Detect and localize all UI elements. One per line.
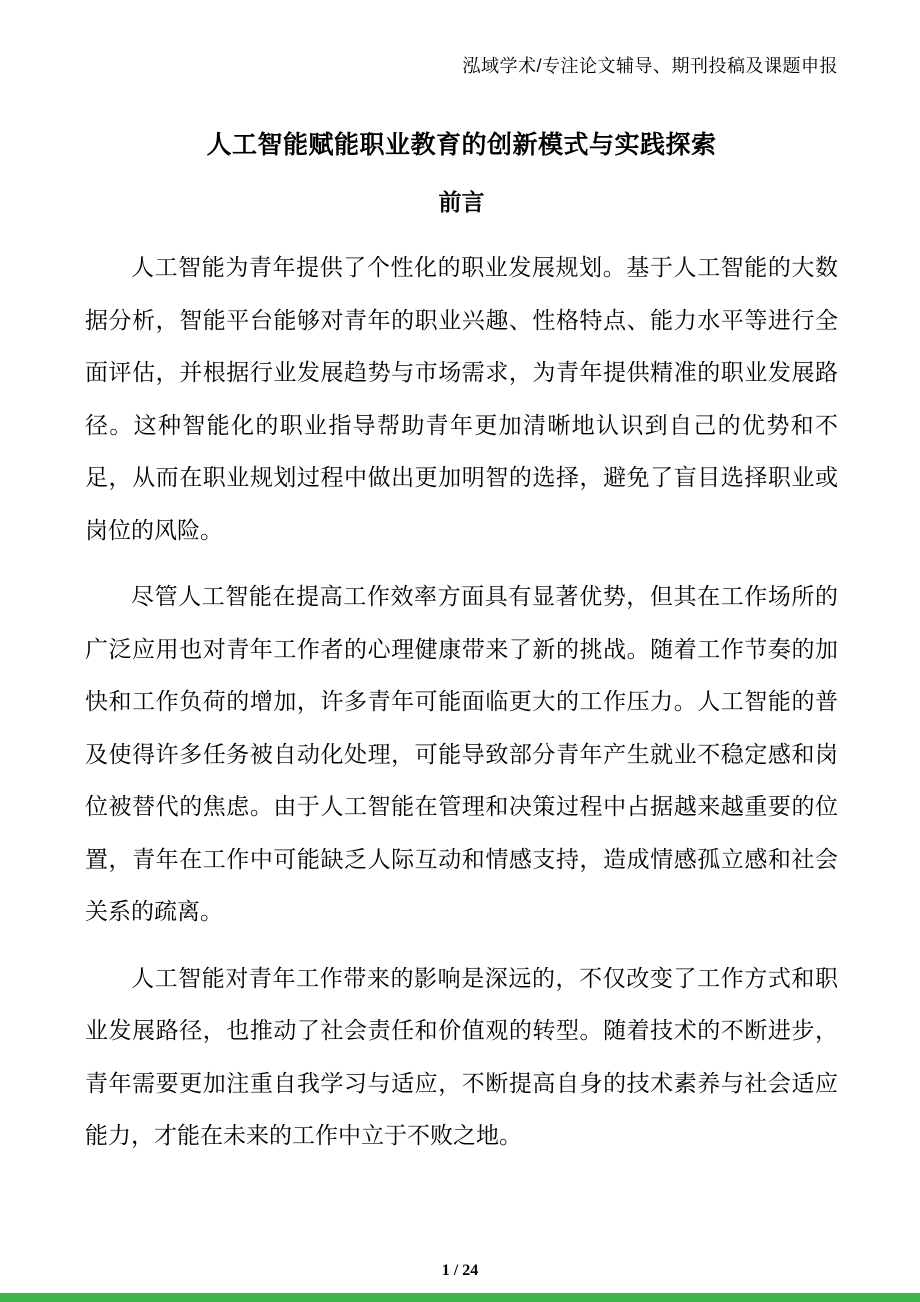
- header-brand-text: 泓域学术/专注论文辅导、期刊投稿及课题申报: [462, 56, 838, 76]
- bottom-accent-bar: [0, 1293, 920, 1302]
- document-body: [85, 242, 838, 1163]
- body-paragraph: 尽管人工智能在提高工作效率方面具有显著优势，但其在工作场所的广泛应用也对青年工作者的心理健康带来了新的挑战。随着工作节奏的加快和工作负荷的增加，许多青年可能面临更大的工作压力。人工智能的普及使得许多任务被自动化处理，可能导致部分青年产生就业不稳定感和岗位被替代的焦虑。由于人工智能在管理和决策过程中占据越来越重要的位置，青年在工作中可能缺乏人际互动和情感支持，造成情感孤立感和社会关系的疏离。: [85, 584, 838, 924]
- body-paragraph: 人工智能对青年工作带来的影响是深远的，不仅改变了工作方式和职业发展路径，也推动了社会责任和价值观的转型。随着技术的不断进步，青年需要更加注重自我学习与适应，不断提高自身的技术素养与社会适应能力，才能在未来的工作中立于不败之地。: [85, 965, 838, 1148]
- page-title: 人工智能赋能职业教育的创新模式与实践探索: [206, 132, 717, 159]
- section-heading: 前言: [438, 190, 485, 215]
- page-number: 1 / 24: [441, 1262, 479, 1279]
- body-paragraph: 人工智能为青年提供了个性化的职业发展规划。基于人工智能的大数据分析，智能平台能够对青年的职业兴趣、性格特点、能力水平等进行全面评估，并根据行业发展趋势与市场需求，为青年提供精准的职业发展路径。这种智能化的职业指导帮助青年更加清晰地认识到自己的优势和不足，从而在职业规划过程中做出更加明智的选择，避免了盲目选择职业或岗位的风险。: [85, 255, 838, 543]
